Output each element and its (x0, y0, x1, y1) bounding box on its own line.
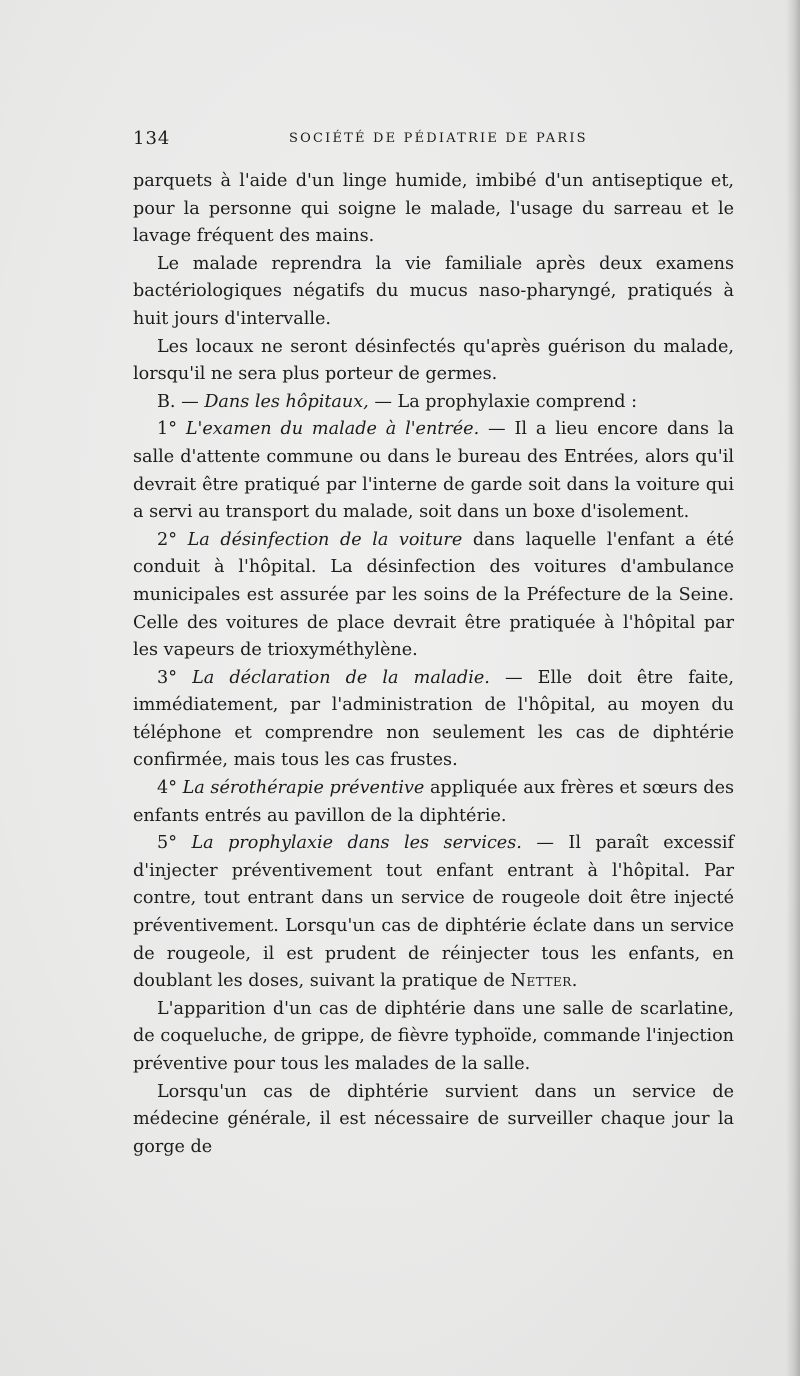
paragraph (133, 251, 734, 334)
item-number: 5° (157, 833, 177, 854)
item-text: dans laquelle l'enfant a été conduit à l'hôpital. La désinfection des voitures d'ambulance municipales est assurée par les soins de la Préfecture de la Seine. Celle des voitures de place devrait être pratiquée à l'hôpital par les vapeurs de trioxyméthylène. (133, 529, 735, 661)
paragraph-text: parquets à l'aide d'un linge humide, imbibé d'un antiseptique et, pour la personne qui soigne le malade, l'usage du sarreau et le lavage fréquent des mains. (133, 171, 734, 247)
paragraph-text: L'apparition d'un cas de diphtérie dans une salle de scarlatine, de coqueluche, de grippe, de fièvre typhoïde, commande l'injection préventive pour tous les malades de la salle. (133, 998, 734, 1074)
item-number: 3° (157, 667, 177, 688)
item-number: 1° (157, 419, 177, 440)
item-text: — Il paraît excessif d'injecter préventivement tout enfant entrant à l'hôpital. Par contre, tout entrant dans un service de rougeole doit être injecté préventivement. Lorsqu'un cas de diphtérie éclate dans un service de rougeole, il est prudent de réinjecter tous les enfants, en doublant les doses, suivant la pratique de (133, 833, 735, 992)
section-heading-b (133, 389, 734, 417)
paragraph (133, 168, 734, 251)
item-title: La prophylaxie dans les services. (191, 833, 522, 854)
paragraph (133, 334, 734, 389)
item-title: L'examen du malade à l'entrée. (185, 419, 480, 440)
body-text (133, 168, 734, 1161)
section-title: Dans les hôpitaux, (204, 391, 369, 412)
item-title: La désinfection de la voiture (187, 529, 463, 550)
author-name: Netter (510, 971, 572, 992)
list-item (133, 527, 734, 665)
list-item (133, 775, 734, 830)
section-label: B. — (157, 391, 199, 412)
list-item (133, 830, 734, 996)
item-title: La sérothérapie préventive (182, 778, 425, 799)
item-text: — Il a lieu encore dans la salle d'attente commune ou dans le bureau des Entrées, alors qu'il devrait être pratiqué par l'interne de garde soit dans la voiture qui a servi au transport du malade, soit dans un boxe d'isolement. (133, 419, 735, 523)
list-item (133, 416, 734, 526)
item-title: La déclaration de la maladie. (192, 667, 490, 688)
page-edge-shadow (786, 0, 800, 1376)
item-number: 2° (157, 529, 177, 550)
paragraph (133, 1079, 734, 1162)
item-number: 4° (157, 778, 177, 799)
page-number: 134 (133, 128, 171, 149)
paragraph-text: Les locaux ne seront désinfectés qu'après guérison du malade, lorsqu'il ne sera plus porteur de germes. (133, 336, 734, 385)
paragraph (133, 996, 734, 1079)
item-end: . (571, 971, 578, 992)
paragraph-text: Le malade reprendra la vie familiale après deux examens bactériologiques négatifs du mucus naso-pharyngé, pratiqués à huit jours d'intervalle. (133, 253, 734, 329)
item-text: — Elle doit être faite, immédiatement, par l'administration de l'hôpital, au moyen du téléphone et comprendre non seulement les cas de diphtérie confirmée, mais tous les cas frustes. (133, 667, 735, 771)
item-text: appliquée aux frères et sœurs des enfants entrés au pavillon de la diphtérie. (133, 778, 735, 826)
page-header (133, 128, 733, 152)
running-title: SOCIÉTÉ DE PÉDIATRIE DE PARIS (289, 131, 588, 146)
paragraph-text: Lorsqu'un cas de diphtérie survient dans un service de médecine générale, il est nécessaire de surveiller chaque jour la gorge de (133, 1081, 734, 1157)
section-text: — La prophylaxie comprend : (374, 391, 638, 412)
list-item (133, 665, 734, 775)
